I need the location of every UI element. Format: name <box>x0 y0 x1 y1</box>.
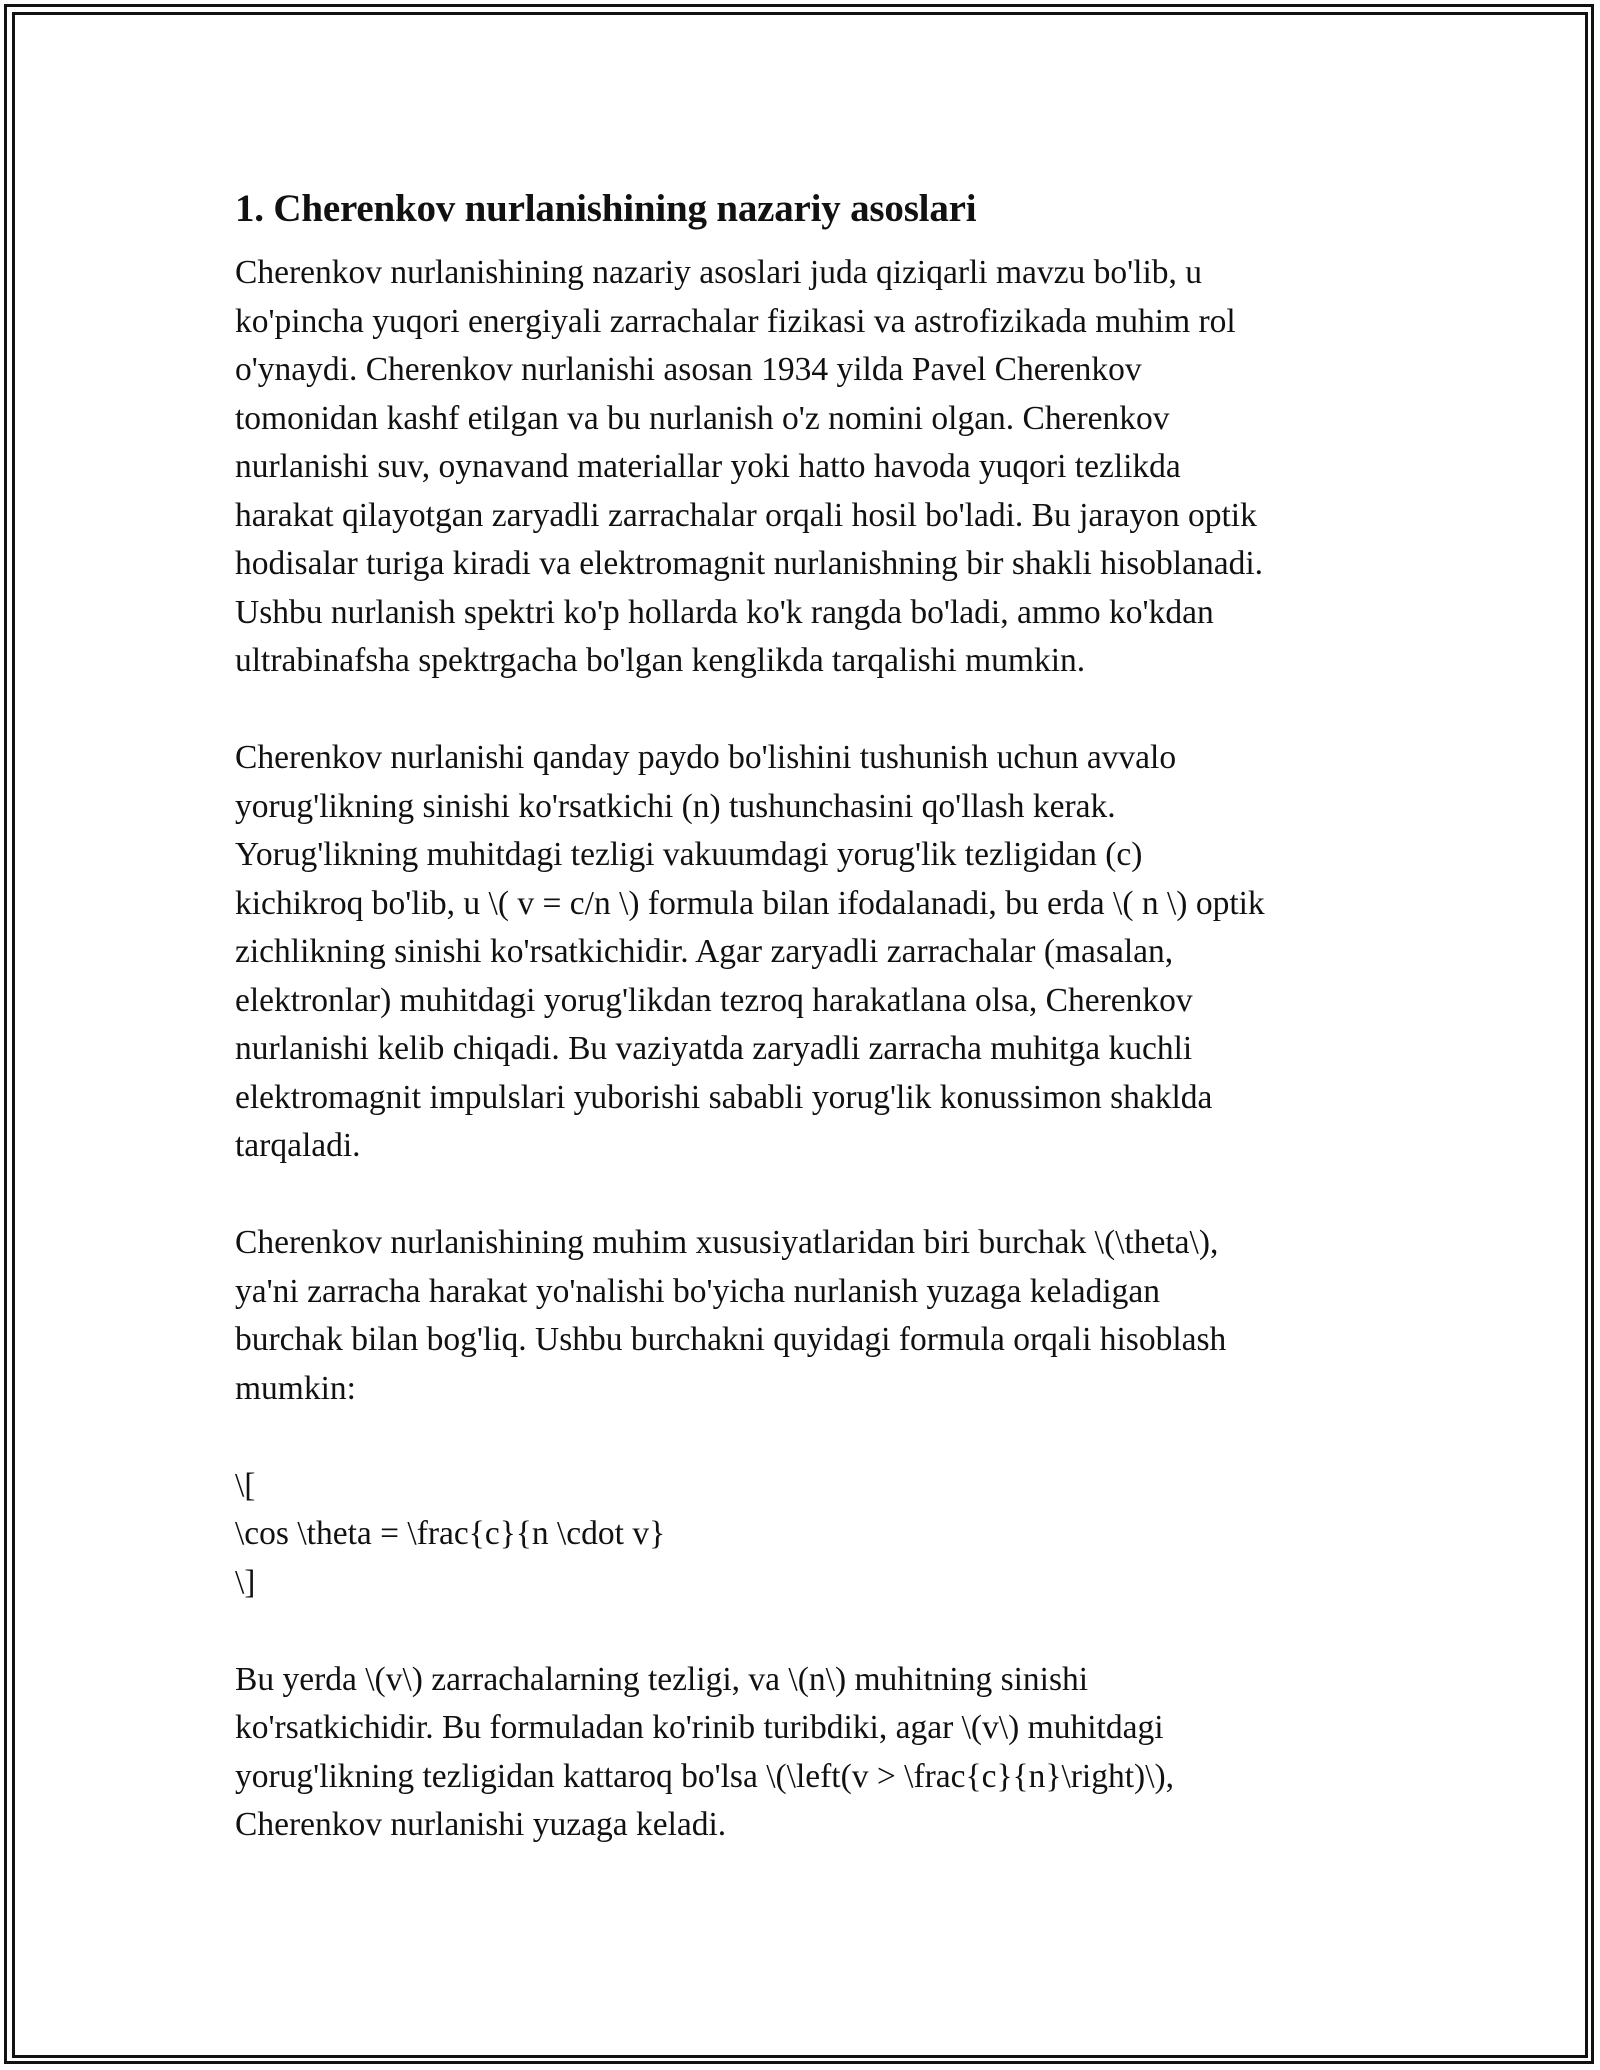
cherenkov-angle-formula: \[ \cos \theta = \frac{c}{n \cdot v} \] <box>235 1466 666 1601</box>
document-body <box>235 185 1370 1898</box>
section-heading: 1. Cherenkov nurlanishining nazariy asoslari <box>235 187 977 230</box>
paragraph-intro: Cherenkov nurlanishining nazariy asoslari juda qiziqarli mavzu bo'lib, u ko'pincha yuqori energiyali zarrachalar fizikasi va astrofizikada muhim rol o'ynaydi. Cherenkov nurlanishi asosan 1934 yilda Pavel Cherenkov tomonidan kashf etilgan va bu nurlanish o'z nomini olgan. Cherenkov nurlanishi suv, oynavand materiallar yoki hatto havoda yuqori tezlikda harakat qilayotgan zaryadli zarrachalar orqali hosil bo'ladi. Bu jarayon optik hodisalar turiga kiradi va elektromagnit nurlanishning bir shakli hisoblanadi. Ushbu nurlanish spektri ko'p hollarda ko'k rangda bo'ladi, ammo ko'kdan ultrabinafsha spektrgacha bo'lgan kenglikda tarqalishi mumkin. <box>235 254 1264 679</box>
paragraph-angle: Cherenkov nurlanishining muhim xususiyatlaridan biri burchak \(\theta\), ya'ni zarracha harakat yo'nalishi bo'yicha nurlanish yuzaga keladigan burchak bilan bog'liq. Ushbu burchakni quyidagi formula orqali hisoblash mumkin: <box>235 1224 1227 1407</box>
paragraph-conclusion: Bu yerda \(v\) zarrachalarning tezligi, va \(n\) muhitning sinishi ko'rsatkichidir. Bu formuladan ko'rinib turibdiki, agar \(v\) muhitdagi yorug'likning tezligidan kattaroq bo'lsa \(\left(v > \frac{c}{n}\right)\), Cherenkov nurlanishi yuzaga keladi. <box>235 1660 1175 1843</box>
paragraph-mechanism: Cherenkov nurlanishi qanday paydo bo'lishini tushunish uchun avvalo yorug'likning sinishi ko'rsatkichi (n) tushunchasini qo'llash kerak. Yorug'likning muhitdagi tezligi vakuumdagi yorug'lik tezligidan (c) kichikroq bo'lib, u \( v = c/n \) formula bilan ifodalanadi, bu erda \( n \) optik zichlikning sinishi ko'rsatkichidir. Agar zaryadli zarrachalar (masalan, elektronlar) muhitdagi yorug'likdan tezroq harakatlana olsa, Cherenkov nurlanishi kelib chiqadi. Bu vaziyatda zaryadli zarracha muhitga kuchli elektromagnit impulslari yuborishi sababli yorug'lik konussimon shaklda tarqaladi. <box>235 739 1265 1164</box>
